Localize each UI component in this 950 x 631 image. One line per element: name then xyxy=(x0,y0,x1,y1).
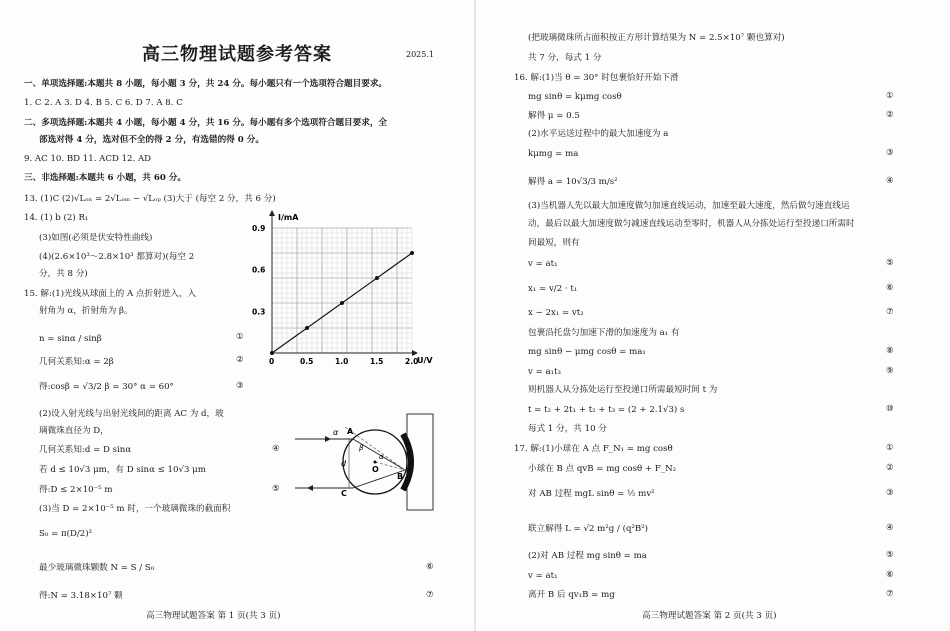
y-axis-label: I/mA xyxy=(278,213,299,222)
iu-characteristic-graph xyxy=(250,208,433,368)
ray-arrow xyxy=(325,436,331,442)
equation-number: ③ xyxy=(886,488,894,498)
answer-line: (把玻璃微珠所占面积按正方形计算结果为 N = 2.5×10⁷ 颗也算对) xyxy=(528,33,785,43)
data-point xyxy=(340,301,344,305)
point-label-b: B xyxy=(397,472,404,481)
radius-line xyxy=(375,462,405,470)
equation-number: ⑧ xyxy=(886,346,894,356)
page-title: 高三物理试题参考答案 xyxy=(142,44,332,65)
equation-number: ① xyxy=(886,443,894,453)
answer-line: 射角为 α，折射角为 β。 xyxy=(39,306,133,316)
equation: x₁ = v/2 · t₁ xyxy=(528,284,578,294)
equation-number: ② xyxy=(886,110,894,120)
answer-line: (2)水平运送过程中的最大加速度为 a xyxy=(528,129,669,139)
exam-date: 2025.1 xyxy=(406,50,434,59)
equation: 解得 a = 10√3/3 m/s² xyxy=(528,177,618,187)
answer-line: 17. 解:(1)小球在 A 点 F_N₁ = mg cosθ xyxy=(514,444,673,454)
section-heading: 一、单项选择题:本题共 8 小题，每小题 3 分，共 24 分。每小题只有一个选项符合题目要求。 xyxy=(24,79,388,89)
x-tick-label: 2.0 xyxy=(405,357,419,366)
y-tick-label: 0.9 xyxy=(252,224,266,233)
equation: n = sinα / sinβ xyxy=(39,334,102,344)
data-point xyxy=(305,326,309,330)
x-tick-label: 0.5 xyxy=(300,357,314,366)
equation: 得:N = 3.18×10⁷ 颗 xyxy=(39,591,123,601)
equation: kμmg = ma xyxy=(528,149,579,159)
equation: 几何关系知:α = 2β xyxy=(39,357,114,367)
equation: 最少玻璃微珠颗数 N = S / S₀ xyxy=(39,563,155,573)
angle-label: α xyxy=(379,453,384,461)
equation: 解得 μ = 0.5 xyxy=(528,111,580,121)
answer-line: 16. 解:(1)当 θ = 30° 时包裹恰好开始下滑 xyxy=(514,73,679,83)
answer-line: 则机器人从分拣处运行至投递口所需最短时间 t 为 xyxy=(528,385,718,395)
equation-number: ⑦ xyxy=(886,589,894,599)
equation: v = at₁ xyxy=(528,259,558,269)
x-tick-label: 1.5 xyxy=(370,357,384,366)
answer-line: 动，最后以最大加速度做匀减速直线运动至零时，机器人从分拣处运行至投递口所需时 xyxy=(528,219,855,229)
equation: 联立解得 L = √2 m²g / (q²B²) xyxy=(528,524,649,534)
section-heading: 三、非选择题:本题共 6 小题，共 60 分。 xyxy=(24,173,186,183)
equation-number: ⑤ xyxy=(886,550,894,560)
equation-number: ④ xyxy=(886,523,894,533)
equation-number: ⑦ xyxy=(426,590,434,600)
data-point xyxy=(375,276,379,280)
equation: 得:D ≤ 2×10⁻⁵ m xyxy=(39,485,113,495)
equation-number: ⑤ xyxy=(886,258,894,268)
y-tick-label: 0.3 xyxy=(252,307,266,317)
answer-line: (4)(2.6×10³～2.8×10³ 都算对)(每空 2 xyxy=(39,252,195,262)
answer-line: 包裹沿托盘匀加速下滑的加速度为 a₁ 有 xyxy=(528,328,680,338)
angle-label: α xyxy=(333,428,339,437)
answer-line: 15. 解:(1)光线从球面上的 A 点折射进入，入 xyxy=(24,289,197,299)
answer-line: (3)当机器人先以最大加速度做匀加速直线运动，加速至最大速度，然后做匀速直线运 xyxy=(528,201,850,211)
data-point xyxy=(410,251,414,255)
answer-line: 13. (1)C (2)√Lₒₙ = 2√Lₒₘ − √Lₒₚ (3)大于 (每空 2 分，共 6 分) xyxy=(24,194,276,204)
normal-line xyxy=(345,427,405,470)
point-label-a: A xyxy=(347,427,354,436)
equation: 离开 B 后 qv₁B = mg xyxy=(528,590,615,600)
ray-arrow xyxy=(307,485,313,491)
equation: mg sinθ = kμmg cosθ xyxy=(528,92,622,102)
angle-label: β xyxy=(359,444,364,452)
answer-line: 璃微珠直径为 D， xyxy=(39,426,109,436)
x-axis-label: U/V xyxy=(417,356,433,365)
equation: (2)对 AB 过程 mg sinθ = ma xyxy=(528,551,647,561)
answer-line: 1. C 2. A 3. D 4. B 5. C 6. D 7. A 8. C xyxy=(24,98,183,108)
answer-line: 间最短，则有 xyxy=(528,238,580,248)
equation-number: ⑤ xyxy=(272,484,280,494)
point-label-o: O xyxy=(372,465,379,474)
data-point xyxy=(270,351,274,355)
equation: 若 d ≤ 10√3 μm，有 D sinα ≤ 10√3 μm xyxy=(39,465,206,475)
equation: 得:cosβ = √3/2 β = 30° α = 60° xyxy=(39,382,174,392)
x-tick-label: 1.0 xyxy=(335,357,349,366)
equation-number: ③ xyxy=(236,381,244,391)
equation-number: ④ xyxy=(886,176,894,186)
distance-label: d xyxy=(341,459,347,468)
equation-number: ④ xyxy=(272,444,280,454)
equation-number: ⑥ xyxy=(426,562,434,572)
page-footer: 高三物理试题答案 第 2 页(共 3 页) xyxy=(642,611,777,621)
equation-number: ③ xyxy=(886,148,894,158)
answer-line: (2)设入射光线与出射光线间的距离 AC 为 d，玻 xyxy=(39,409,224,419)
center-point xyxy=(374,461,377,464)
answer-line: 14. (1) b (2) R₁ xyxy=(24,213,89,223)
equation-number: ⑩ xyxy=(886,404,894,414)
y-tick-label: 0.6 xyxy=(252,265,266,275)
equation: x − 2x₁ = vt₂ xyxy=(528,308,584,318)
section-heading: 部选对得 4 分，选对但不全的得 2 分，有选错的得 0 分。 xyxy=(39,135,264,145)
answer-line: (3)如图(必须是伏安特性曲线) xyxy=(39,233,153,243)
equation-number: ⑦ xyxy=(886,307,894,317)
section-heading: 二、多项选择题:本题共 4 小题，每小题 4 分，共 16 分。每小题有多个选项符合题目要求，全 xyxy=(24,118,388,128)
x-tick-label: 0 xyxy=(269,357,275,366)
answer-line: 共 7 分，每式 1 分 xyxy=(528,53,602,63)
equation-number: ② xyxy=(886,463,894,473)
answer-line: 每式 1 分，共 10 分 xyxy=(528,424,607,434)
equation-number: ⑥ xyxy=(886,283,894,293)
equation-number: ⑨ xyxy=(886,366,894,376)
graph-grid xyxy=(272,228,412,353)
equation: v = at₁ xyxy=(528,571,558,581)
equation-number: ② xyxy=(236,355,244,365)
glass-bead-diagram xyxy=(285,412,435,512)
equation: mg sinθ − μmg cosθ = ma₁ xyxy=(528,347,646,357)
equation: 小球在 B 点 qvB = mg cosθ + F_N₂ xyxy=(528,464,677,474)
equation: t = t₂ + 2t₁ + t₂ + t₃ = (2 + 2.1√3) s xyxy=(528,405,685,415)
equation: 对 AB 过程 mgL sinθ = ½ mv² xyxy=(528,489,655,499)
equation-number: ⑥ xyxy=(886,570,894,580)
answer-line: 分，共 8 分) xyxy=(39,269,88,279)
answer-page-2 xyxy=(476,0,950,631)
page-footer: 高三物理试题答案 第 1 页(共 3 页) xyxy=(146,611,281,621)
equation: v = a₁t₃ xyxy=(528,367,561,377)
answer-line: (3)当 D = 2×10⁻⁵ m 时，一个玻璃微珠的截面积 xyxy=(39,504,231,514)
equation-number: ① xyxy=(236,332,244,342)
equation-number: ① xyxy=(886,91,894,101)
answer-page-1 xyxy=(0,0,474,631)
equation: S₀ = π(D/2)² xyxy=(39,529,93,539)
y-axis-arrow xyxy=(269,210,275,216)
answer-line: 9. AC 10. BD 11. ACD 12. AD xyxy=(24,154,152,164)
point-label-c: C xyxy=(341,489,347,498)
equation: 几何关系知:d = D sinα xyxy=(39,445,132,455)
